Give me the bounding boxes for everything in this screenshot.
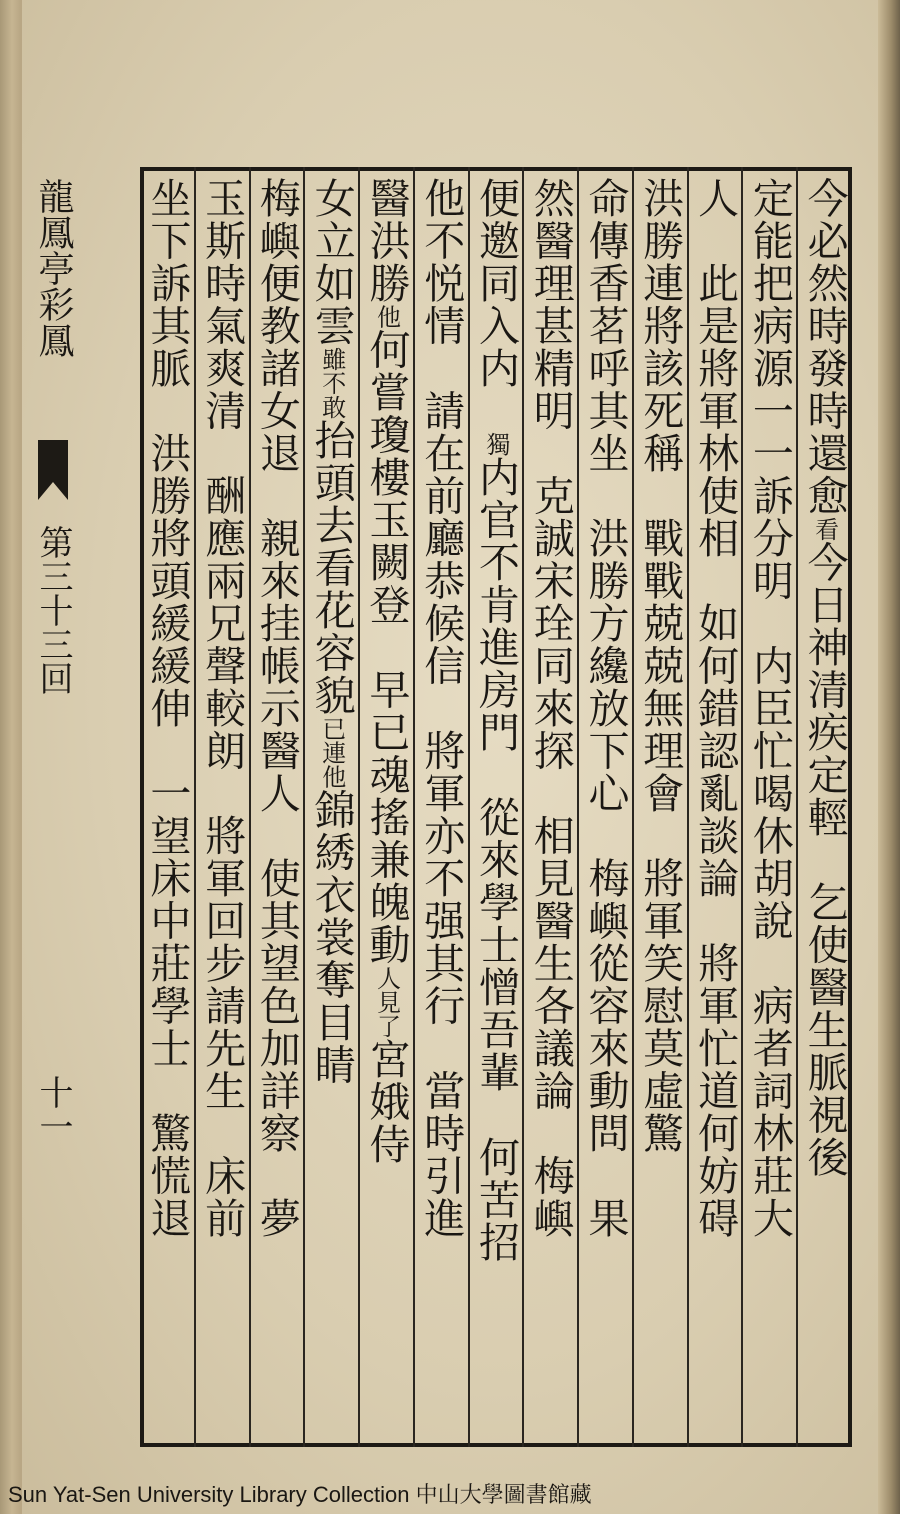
verse-text: 今必然時發時還愈 <box>800 177 849 517</box>
verse-text: 醫洪勝 <box>362 177 411 305</box>
text-column <box>743 177 797 1437</box>
verse-text: 然醫理甚精明 克誠宋㻇同來探 相見醫生各議論 梅嶼 <box>526 177 575 1240</box>
verse-text: 抬頭去看花容貌 <box>307 419 356 717</box>
verse-text: 他不悦情 請在前廳恭候信 將軍亦不强其行 當時引進 <box>417 177 466 1240</box>
verse-text: 命傳香茗呼其坐 洪勝方纔放下心 梅嶼從容來動問 果 <box>581 177 630 1240</box>
margin-page-number: 十一 <box>33 1075 73 1143</box>
verse-text: 錦綉衣裳奪目睛 <box>307 788 356 1086</box>
verse-text: 人 此是將軍林使相 如何錯認亂談論 將軍忙道何妨碍 <box>691 177 740 1240</box>
text-column <box>140 177 194 1437</box>
verse-text: 梅嶼便教諸女退 親來挂帳示醫人 使其望色加詳察 夢 <box>252 177 301 1240</box>
interlinear-note: 已連他 <box>317 716 346 789</box>
text-column <box>250 177 304 1437</box>
interlinear-note: 獨 <box>482 432 510 456</box>
text-column <box>469 177 523 1437</box>
verse-text: 何嘗瓊樓玉闕登 早已魂搖兼魄動 <box>362 328 411 966</box>
verse-text: 便邀同入内 <box>472 177 520 432</box>
verse-text: 玉斯時氣爽清 酬應兩兄聲較朗 將軍回步請先生 床前 <box>198 177 247 1240</box>
collection-watermark: Sun Yat-Sen University Library Collection 中山大學圖書館藏 <box>8 1482 592 1507</box>
text-column <box>195 177 249 1437</box>
verse-text: 今日神清疾定輕 乞使醫生脈視後 <box>800 541 849 1179</box>
text-column <box>305 177 359 1437</box>
verse-text: 定能把病源一一訴分明 内臣忙喝休胡說 病者詞林莊大 <box>745 177 794 1240</box>
interlinear-note: 他 <box>372 304 401 329</box>
verse-text: 坐下訴其脈 洪勝將頭緩緩伸 一望床中莊學士 驚慌退 <box>143 177 192 1240</box>
margin-chapter: 第三十三回 <box>33 525 73 695</box>
interlinear-note: 人見了 <box>372 966 401 1038</box>
interlinear-note: 雖不敢 <box>317 347 346 419</box>
text-column <box>633 177 687 1437</box>
verse-text: 内官不肯進房門 從來學士憎吾輩 何苦招 <box>472 456 520 1264</box>
verse-text: 洪勝連將該死稱 戰戰兢兢無理會 將軍笑慰莫虛驚 <box>636 177 685 1155</box>
book-title: 龍鳳亭彩鳳 <box>33 178 74 358</box>
verse-text: 女立如雲 <box>307 177 356 347</box>
text-column <box>798 177 852 1437</box>
verse-text: 宮娥侍 <box>362 1038 411 1166</box>
text-column <box>579 177 633 1437</box>
text-column <box>688 177 742 1437</box>
text-column <box>524 177 578 1437</box>
text-column <box>414 177 468 1437</box>
book-gutter-shadow <box>878 0 900 1514</box>
text-column <box>359 177 413 1437</box>
interlinear-note: 看 <box>810 517 839 541</box>
